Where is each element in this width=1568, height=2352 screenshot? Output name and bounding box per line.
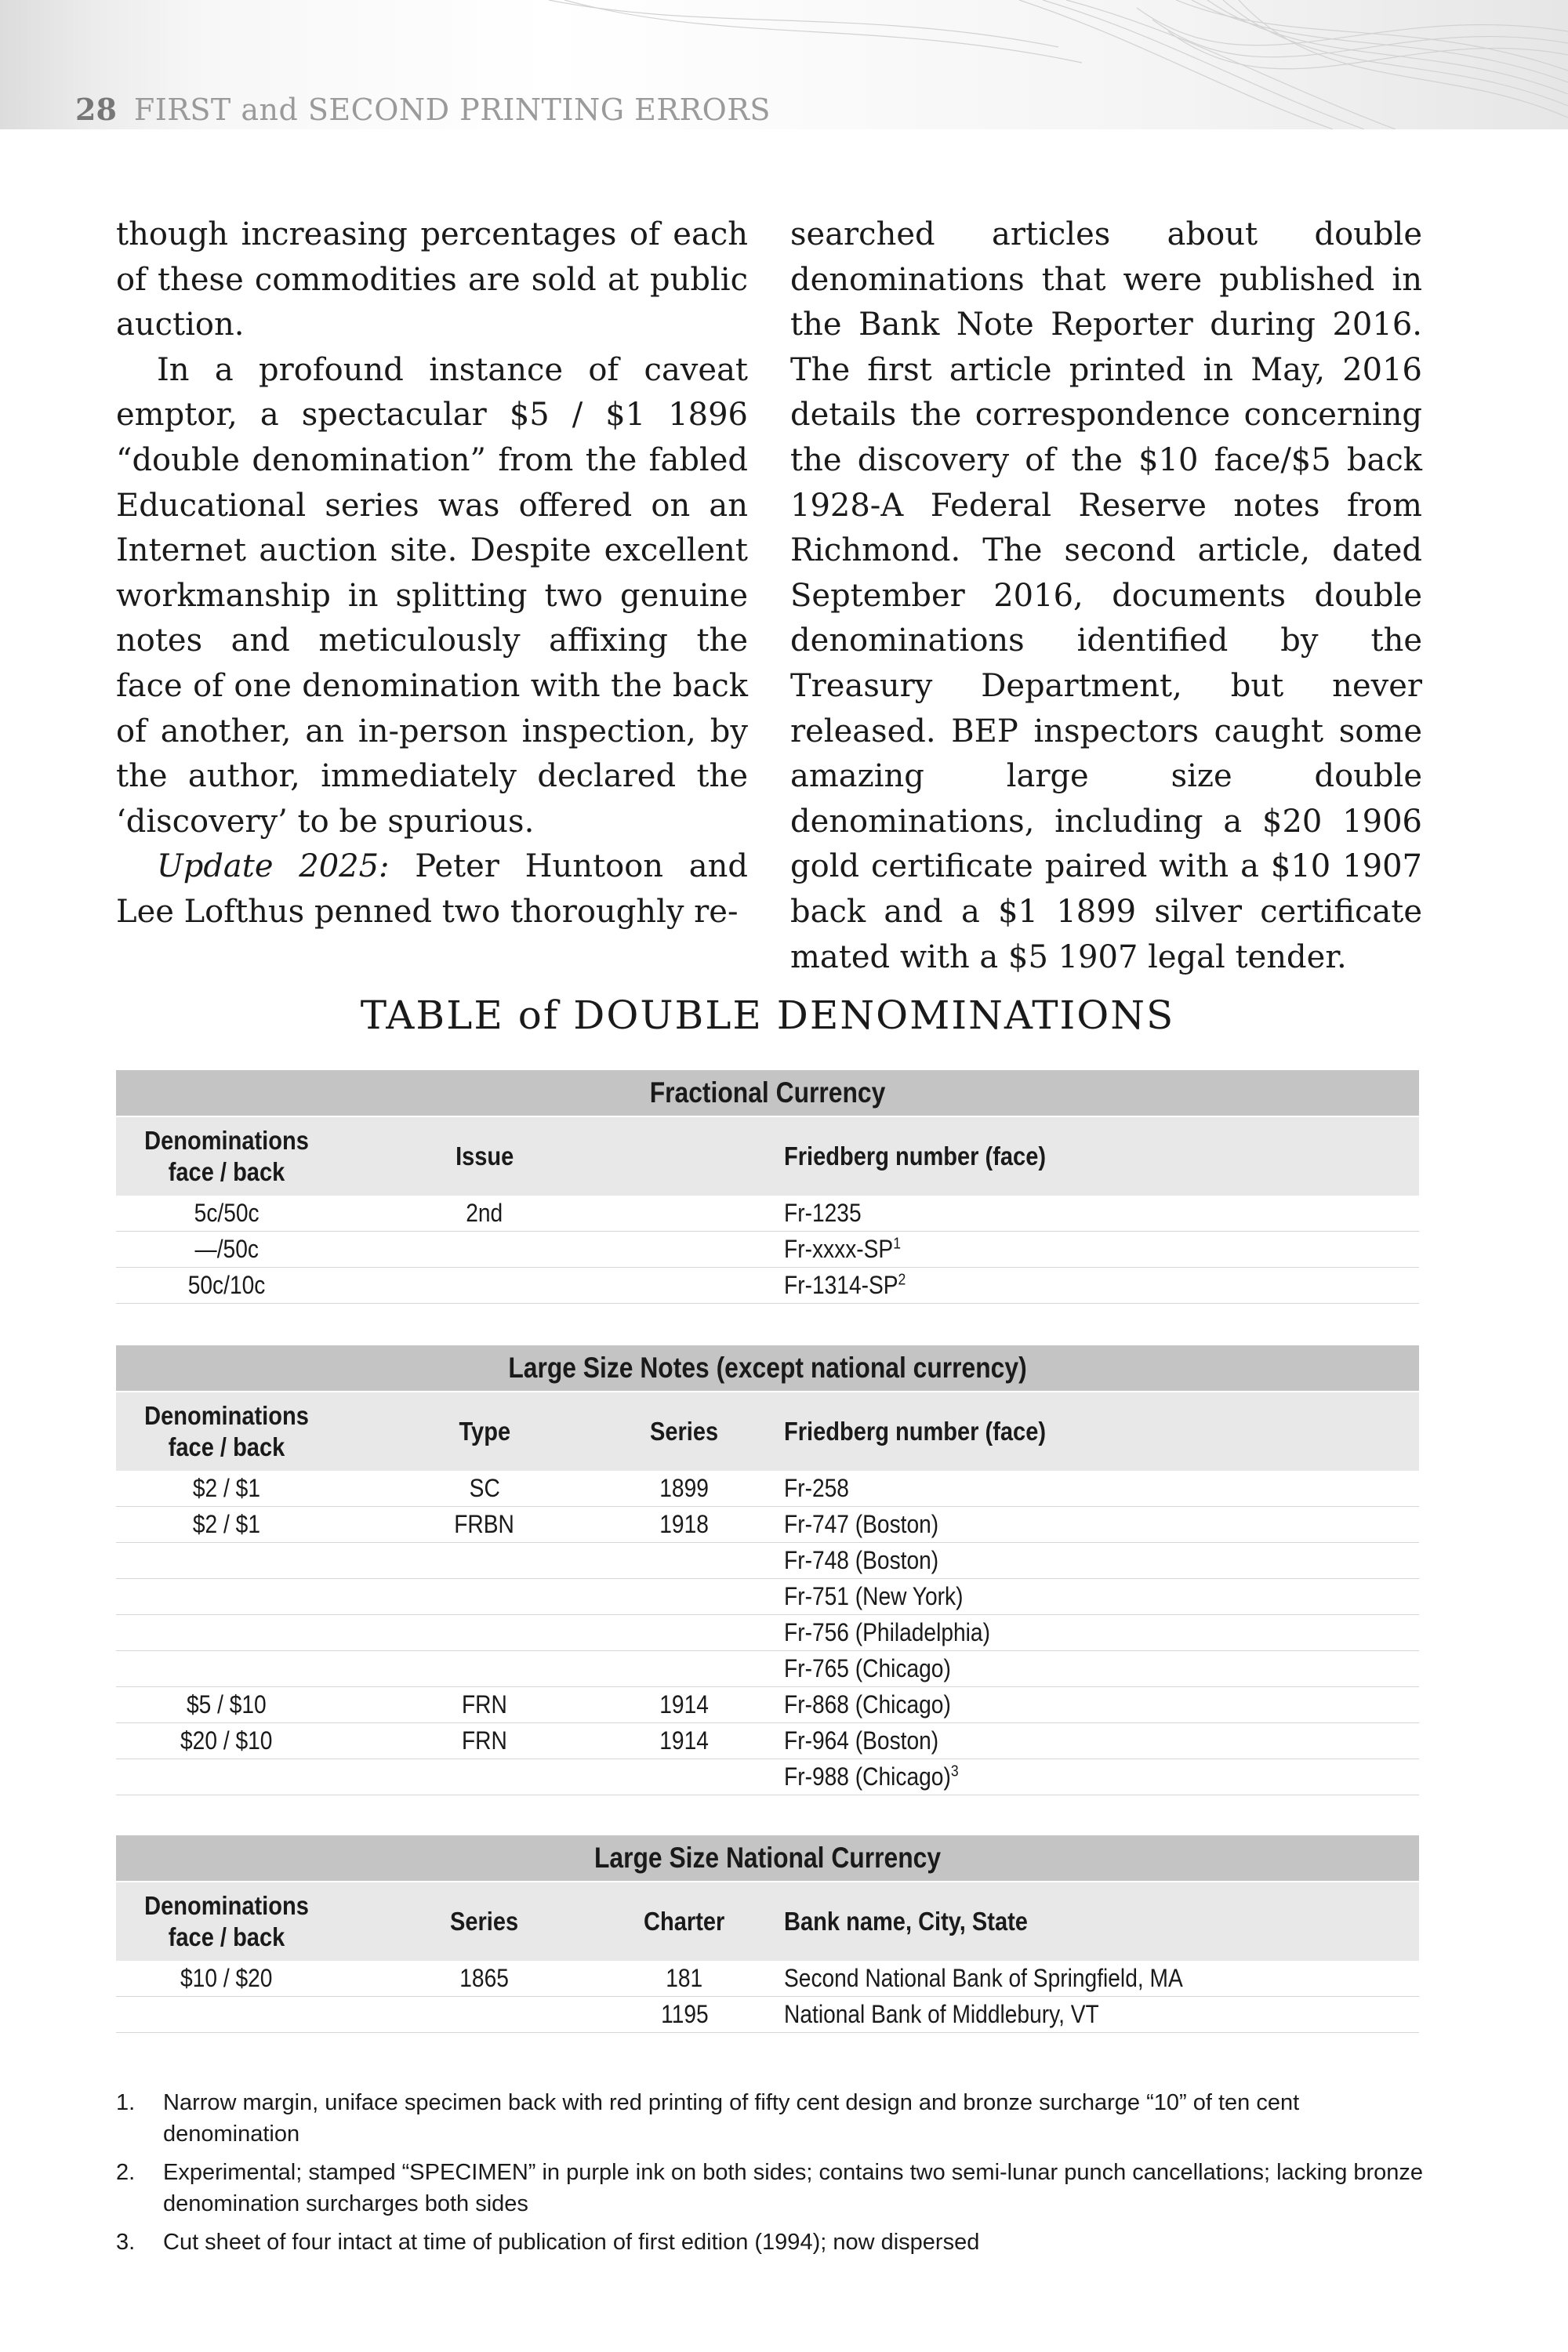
cell-denomination: —/50c — [194, 1235, 259, 1263]
cell-friedberg: Fr-988 (Chicago)$^3$ — [784, 1762, 959, 1791]
cell-denomination — [116, 1651, 337, 1686]
large-size-notes-table — [116, 1345, 1419, 1795]
cell-friedberg: Fr-751 (New York) — [784, 1582, 964, 1610]
cell-type — [414, 1651, 555, 1686]
cell-series — [633, 1543, 735, 1578]
table-row — [116, 1651, 1419, 1687]
header-denominations: Denominations face / back — [144, 1126, 309, 1186]
header-friedberg: Friedberg number (face) — [784, 1142, 1047, 1171]
footnote-1: 1. Narrow margin, uniface specimen back with red printing of fifty cent design and bronze surcharge “10” of ten cent denomination — [116, 2090, 1300, 2147]
cell-type — [414, 1543, 555, 1578]
cell-series: 1918 — [659, 1510, 710, 1538]
cell-friedberg: Fr-258 — [784, 1474, 849, 1502]
cell-issue: 2nd — [466, 1199, 503, 1227]
header-type: Type — [459, 1417, 510, 1446]
table-header-row — [116, 1391, 1419, 1471]
table-row — [116, 1232, 1419, 1268]
cell-series: 1899 — [659, 1474, 710, 1502]
cell-denomination: $20 / $10 — [180, 1726, 273, 1755]
cell-type: FRN — [462, 1690, 507, 1719]
cell-friedberg: Fr-964 (Boston) — [784, 1726, 939, 1755]
running-head — [75, 93, 771, 127]
section-title: Fractional Currency — [207, 1070, 1327, 1116]
cell-denomination: 5c/50c — [194, 1199, 260, 1227]
cell-denomination — [116, 1615, 337, 1650]
table-row — [116, 1543, 1419, 1579]
cell-issue — [414, 1268, 555, 1303]
header-denominations: Denominations face / back — [144, 1401, 309, 1461]
table-row — [116, 1615, 1419, 1651]
header-charter: Charter — [644, 1907, 725, 1936]
cell-denomination — [116, 1543, 337, 1578]
cell-denomination: $2 / $1 — [192, 1510, 261, 1538]
cell-denomination — [116, 1759, 337, 1795]
cell-series — [633, 1651, 735, 1686]
footnote-3: 3. Cut sheet of four intact at time of publication of first edition (1994); now dispersed — [116, 2230, 980, 2255]
footnotes — [116, 2087, 1425, 2265]
header-series: Series — [650, 1417, 719, 1446]
footnote-ref: 3 — [950, 1762, 959, 1780]
table-row — [116, 1268, 1419, 1304]
footnote-ref: 1 — [893, 1235, 902, 1253]
table-header-row — [116, 1116, 1419, 1196]
footnote-ref: 2 — [898, 1271, 906, 1289]
header-denominations: Denominations face / back — [144, 1891, 309, 1951]
table-row — [116, 1507, 1419, 1543]
cell-series: 1914 — [659, 1690, 710, 1719]
cell-series: 1914 — [659, 1726, 710, 1755]
paragraph-articles: searched articles about double denominations that were published in the Bank Note Reporter during 2016. The first article printed in May, 2016 details the correspondence concerning the discovery of the $10 face/$5 back 1928-A Federal Reserve notes from Richmond. The second article, dated September 2016, documents double denominations identified by the Treasury Department, but never released. BEP inspectors caught some amazing large size double denominations, including a $20 1906 gold certificate paired with a $10 1907 back and a $1 1899 silver certificate mated with a $5 1907 legal tender. — [790, 216, 1422, 975]
cell-friedberg: Fr-868 (Chicago) — [784, 1690, 951, 1719]
cell-series — [633, 1579, 735, 1614]
cell-bank-name: Second National Bank of Springfield, MA — [784, 1964, 1183, 1992]
paragraph-auction: though increasing percentages of each of these commodities are sold at public auction. — [116, 216, 748, 343]
cell-type — [414, 1615, 555, 1650]
header-bank-name: Bank name, City, State — [784, 1907, 1028, 1936]
table-header-row — [116, 1881, 1419, 1961]
cell-type: FRN — [462, 1726, 507, 1755]
cell-friedberg: Fr-748 (Boston) — [784, 1546, 939, 1574]
national-currency-table — [116, 1835, 1419, 2033]
section-title: Large Size Notes (except national currency) — [207, 1345, 1327, 1391]
cell-friedberg: $Fr-1314-SP^2$ — [784, 1271, 906, 1299]
cell-series — [414, 1997, 555, 2032]
table-row — [116, 1723, 1419, 1759]
cell-denomination: $5 / $10 — [187, 1690, 267, 1719]
cell-bank-name: National Bank of Middlebury, VT — [784, 2000, 1099, 2028]
paragraph-update — [116, 844, 748, 935]
cell-charter: 181 — [666, 1964, 703, 1992]
cell-series: 1865 — [459, 1964, 510, 1992]
cell-type: FRBN — [454, 1510, 515, 1538]
table-row — [116, 1471, 1419, 1507]
table-row — [116, 1961, 1419, 1997]
cell-denomination: 50c/10c — [187, 1271, 266, 1299]
table-row — [116, 1579, 1419, 1615]
cell-type — [414, 1759, 555, 1795]
header-friedberg: Friedberg number (face) — [784, 1417, 1047, 1446]
cell-denomination: $10 / $20 — [180, 1964, 273, 1992]
cell-issue — [414, 1232, 555, 1267]
update-text: Peter Huntoon and Lee Lofthus penned two thoroughly re- — [116, 848, 748, 930]
cell-denomination: $2 / $1 — [192, 1474, 261, 1502]
fractional-currency-table — [116, 1070, 1419, 1304]
cell-type — [414, 1579, 555, 1614]
cell-friedberg: $Fr-xxxx-SP^1$ — [784, 1235, 902, 1263]
cell-series — [633, 1615, 735, 1650]
header-series: Series — [450, 1907, 519, 1936]
page-number: 28 — [75, 92, 117, 127]
paragraph-caveat-emptor: In a profound instance of caveat emptor, a spectacular $5 / $1 1896 “double denomination” from the fabled Educational series was offered on an Internet auction site. Despite excellent workmanship in splitting two genuine notes and meticulously affixing the face of one denomination with the back of another, an in-person inspection, by the author, immediately declared the ‘discovery’ to be spurious. — [116, 351, 748, 840]
cell-friedberg: Fr-1235 — [784, 1199, 862, 1227]
cell-friedberg: Fr-747 (Boston) — [784, 1510, 939, 1538]
footnote-2: 2. Experimental; stamped “SPECIMEN” in purple ink on both sides; contains two semi-lunar punch cancellations; lacking bronze denomination surcharges both sides — [116, 2160, 1424, 2216]
cell-denomination — [116, 1997, 337, 2032]
cell-type: SC — [469, 1474, 500, 1502]
cell-friedberg: Fr-765 (Chicago) — [784, 1654, 951, 1682]
table-row — [116, 1196, 1419, 1232]
table-title: TABLE of DOUBLE DENOMINATIONS — [360, 993, 1175, 1038]
section-title: Large Size National Currency — [207, 1835, 1327, 1881]
right-text-column — [790, 212, 1422, 980]
cell-charter: 1195 — [660, 2000, 709, 2028]
cell-friedberg: Fr-756 (Philadelphia) — [784, 1618, 990, 1646]
cell-denomination — [116, 1579, 337, 1614]
table-row — [116, 1997, 1419, 2033]
left-text-column — [116, 212, 748, 935]
cell-series — [633, 1759, 735, 1795]
table-row — [116, 1687, 1419, 1723]
update-label: Update 2025: — [157, 848, 390, 885]
table-row — [116, 1759, 1419, 1795]
running-title: FIRST and SECOND PRINTING ERRORS — [133, 93, 771, 127]
header-issue: Issue — [455, 1142, 514, 1171]
